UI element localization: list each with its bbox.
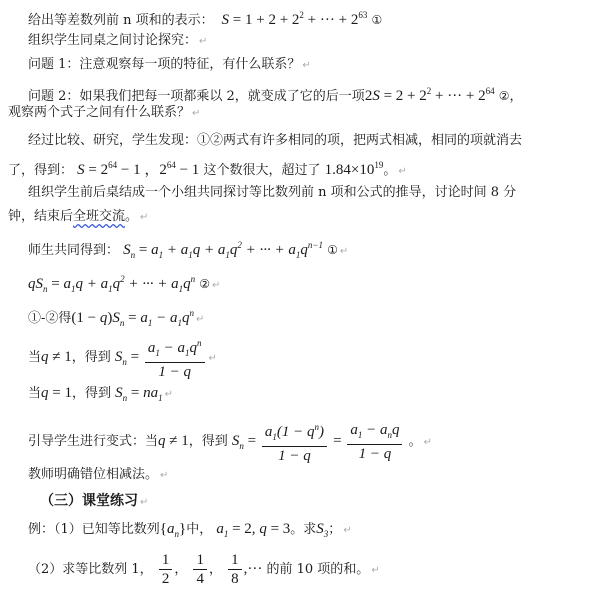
line-group-work: 组织学生前后桌结成一个小组共同探讨等比数列前 n 项和公式的推导，讨论时间 8 分: [28, 185, 517, 200]
line-derivation-1: 师生共同得到： $S_n = a_1 + a_1q + a_1q^2$ + ··· + $a_1q^{n-1}$ ① ↵: [28, 240, 349, 260]
return-mark: ↵: [140, 212, 149, 223]
return-mark: ↵: [164, 389, 173, 400]
return-mark: ↵: [371, 565, 380, 576]
return-mark: ↵: [212, 280, 221, 291]
line-derivation-2: $qS_n = a_1q + a_1q^2$ + ··· + $a_1q^n$ ② ↵: [28, 274, 221, 294]
line-case-q-1: 当q = 1，得到 $S_n = na_1$ ↵: [28, 385, 173, 403]
line-result: 了，得到： $S = 2^{64} - 1$ ，$2^{64} - 1$ 这个数很大，超过了 $1.84\times 10^{19}$。 ↵: [8, 160, 407, 178]
fraction-variant-1: $\frac{a_1(1 - q^n)}{1 - q}$: [262, 418, 327, 465]
line-teacher-note: 教师明确错位相减法。 ↵: [28, 467, 169, 482]
line-question-2-cont: 观察两个式子之间有什么联系？ ↵: [8, 105, 201, 120]
fraction-quarter: $\frac{1}{4}$: [193, 551, 207, 588]
return-mark: ↵: [199, 36, 208, 47]
line-example-2: （2）求等比数列 1， $\frac{1}{2}$ ， $\frac{1}{4}$ ， $\frac{1}{8}$ ,··· 的前 10 项的和。 ↵: [28, 552, 380, 587]
line-subtract: ①-②得$(1 - q)S_n = a_1$ − $a_1q^n↵$: [28, 308, 205, 328]
fraction-eighth: $\frac{1}{8}$: [228, 551, 242, 588]
line-discussion: 组织学生同桌之间讨论探究： ↵: [28, 33, 208, 48]
line-case-q-not-1: 当q ≠ 1，得到 $S_n$ = $\frac{a_1 - a_1q^n}{1 - q}$ ↵: [28, 334, 217, 381]
return-mark: ↵: [398, 166, 407, 177]
line-comparison: 经过比较、研究，学生发现：①②两式有许多相同的项，把两式相减，相同的项就消去: [28, 133, 523, 148]
line-question-1: 问题 1：注意观察每一项的特征，有什么联系？ ↵: [28, 57, 311, 72]
return-mark: ↵: [343, 525, 352, 536]
fraction-variant-2: $\frac{a_1 - a_nq}{1 - q}$: [347, 421, 402, 463]
return-mark: ↵: [423, 437, 433, 448]
section-title: （三）课堂练习 ↵: [40, 493, 149, 509]
line-example-1: 例：（1）已知等比数列$\{a_n\}$中， $a_1 = 2$, q = 3。求$S_3$； ↵: [28, 521, 352, 539]
return-mark: ↵: [302, 60, 311, 71]
return-mark: ↵: [140, 497, 149, 508]
return-mark: ↵: [195, 314, 205, 325]
return-mark: ↵: [339, 246, 349, 257]
return-mark: ↵: [208, 353, 217, 364]
fraction-half: $\frac{1}{2}$: [159, 551, 173, 588]
line-question-2: 问题 2：如果我们把每一项都乘以 2，就变成了它的后一项$2S = 2 + 2^2$ + ··· + $2^{64}$ ②，: [28, 86, 523, 104]
line-variant: 引导学生进行变式：当q ≠ 1，得到 $S_n$ = $\frac{a_1(1 - q^n)}{1 - q}$ = $\frac{a_1 - a_nq}{1 - q}$ 。 ↵: [28, 418, 432, 465]
return-mark: ↵: [160, 470, 169, 481]
formula-S-sum: S: [217, 12, 230, 28]
return-mark: ↵: [192, 108, 201, 119]
spellcheck-underline: 全班交流: [73, 209, 126, 224]
fraction-sum-formula: $\frac{a_1 - a_1q^n}{1 - q}$: [145, 334, 205, 381]
line-group-work-cont: 钟，结束后全班交流。 ↵: [8, 209, 149, 224]
line-sum-definition: 给出等差数列前 n 项和的表示： $S = 1 + 2 + 2^2$ + ··· + $2^{63}$ ①: [28, 10, 383, 28]
